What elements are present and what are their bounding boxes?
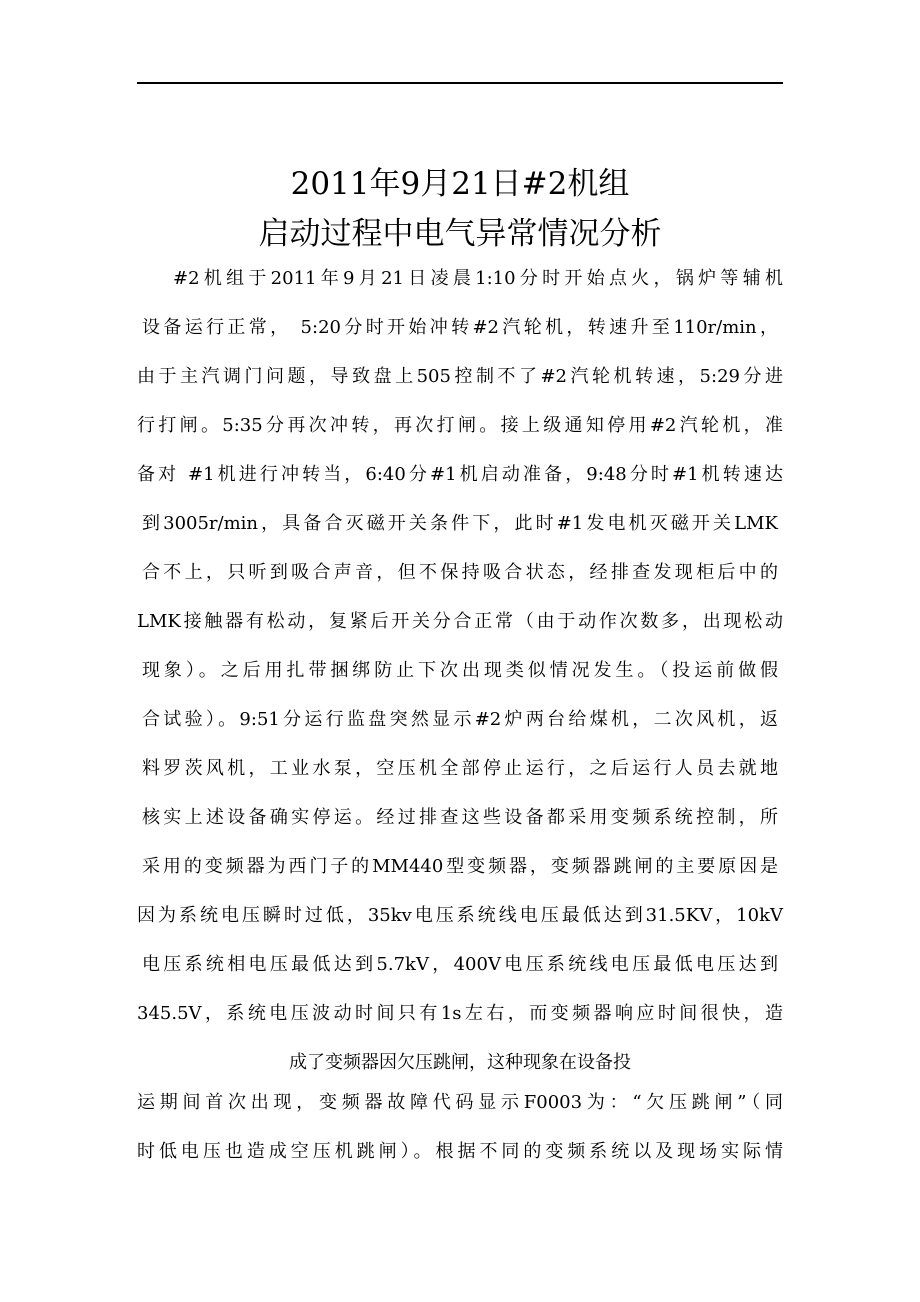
body-line-8: LMK接触器有松动，复紧后开关分合正常（由于动作次数多，出现松动 <box>137 611 783 632</box>
document-title-line-1: 2011年9月21日#2机组 <box>290 166 630 202</box>
body-line-4: 行打闸。5:35分再次冲转，再次打闸。接上级通知停用#2汽轮机，准 <box>137 415 783 436</box>
body-line-3: 由于主汽调门问题，导致盘上505控制不了#2汽轮机转速，5:29分进 <box>137 366 783 387</box>
body-line-9: 现象）。之后用扎带捆绑防止下次出现类似情况发生。（投运前做假 <box>142 660 778 681</box>
body-line-18: 运期间首次出现，变频器故障代码显示F0003为：“欠压跳闸”（同 <box>137 1092 783 1113</box>
body-line-10: 合试验）。9:51分运行监盘突然显示#2炉两台给煤机，二次风机，返 <box>142 709 778 730</box>
body-line-1: #2机组于2011年9月21日凌晨1:10分时开始点火，锅炉等辅机 <box>173 268 783 289</box>
header-rule <box>137 82 783 84</box>
body-line-12: 核实上述设备确实停运。经过排查这些设备都采用变频系统控制，所 <box>142 807 778 828</box>
document-title-line-2: 启动过程中电气异常情况分析 <box>258 216 662 252</box>
body-line-15: 电压系统相电压最低达到5.7kV，400V电压系统线电压最低电压达到 <box>142 954 778 975</box>
body-line-7: 合不上，只听到吸合声音，但不保持吸合状态，经排查发现柜后中的 <box>142 562 778 583</box>
body-line-11: 料罗茨风机，工业水泵，空压机全部停止运行，之后运行人员去就地 <box>142 758 778 779</box>
body-line-17: 成了变频器因欠压跳闸，这种现象在设备投 <box>289 1052 631 1073</box>
body-line-19: 时低电压也造成空压机跳闸）。根据不同的变频系统以及现场实际情 <box>137 1141 783 1162</box>
body-line-16: 345.5V，系统电压波动时间只有1s左右，而变频器响应时间很快，造 <box>137 1003 783 1024</box>
body-line-2: 设备运行正常， 5:20分时开始冲转#2汽轮机，转速升至110r/min， <box>142 317 778 338</box>
body-line-13: 采用的变频器为西门子的MM440型变频器，变频器跳闸的主要原因是 <box>142 856 778 877</box>
body-line-6: 到3005r/min，具备合灭磁开关条件下，此时#1发电机灭磁开关LMK <box>142 513 778 534</box>
body-line-14: 因为系统电压瞬时过低，35kv电压系统线电压最低达到31.5KV，10kV <box>137 905 783 926</box>
body-line-5: 备对 #1机进行冲转当，6:40分#1机启动准备，9:48分时#1机转速达 <box>137 464 783 485</box>
